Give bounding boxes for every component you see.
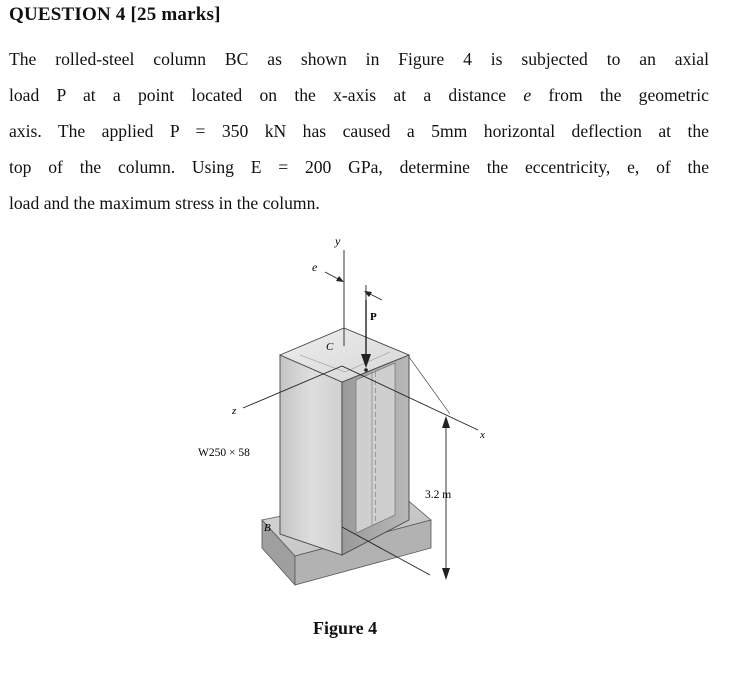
eccentricity-symbol: e: [523, 85, 532, 105]
x-axis-label: x: [480, 429, 485, 441]
figure-caption: Figure 4: [313, 618, 378, 638]
e-label: e: [312, 260, 318, 274]
problem-line-3: axis. The applied P = 350 kN has caused a 5mm horizontal deflection at the: [9, 121, 709, 141]
z-axis-label: z: [232, 405, 237, 417]
problem-line-5: load and the maximum stress in the column.: [9, 193, 320, 213]
y-axis-label: y: [335, 234, 341, 248]
problem-line-2b: from the geometric: [531, 85, 709, 105]
point-b-label: B: [264, 522, 271, 534]
column-body: [280, 328, 409, 555]
eccentricity-dimension: [325, 272, 382, 300]
question-heading: QUESTION 4 [25 marks]: [9, 4, 221, 25]
problem-line-4: top of the column. Using E = 200 GPa, determine the eccentricity, e, of the: [9, 157, 709, 177]
problem-line-1: The rolled-steel column BC as shown in Figure 4 is subjected to an axial: [9, 49, 709, 69]
problem-line-2a: load P at a point located on the x-axis at a distance: [9, 85, 524, 105]
load-label: P: [370, 311, 377, 323]
point-c-label: C: [326, 341, 334, 353]
section-label: W250 × 58: [198, 447, 250, 459]
length-label: 3.2 m: [425, 489, 452, 501]
